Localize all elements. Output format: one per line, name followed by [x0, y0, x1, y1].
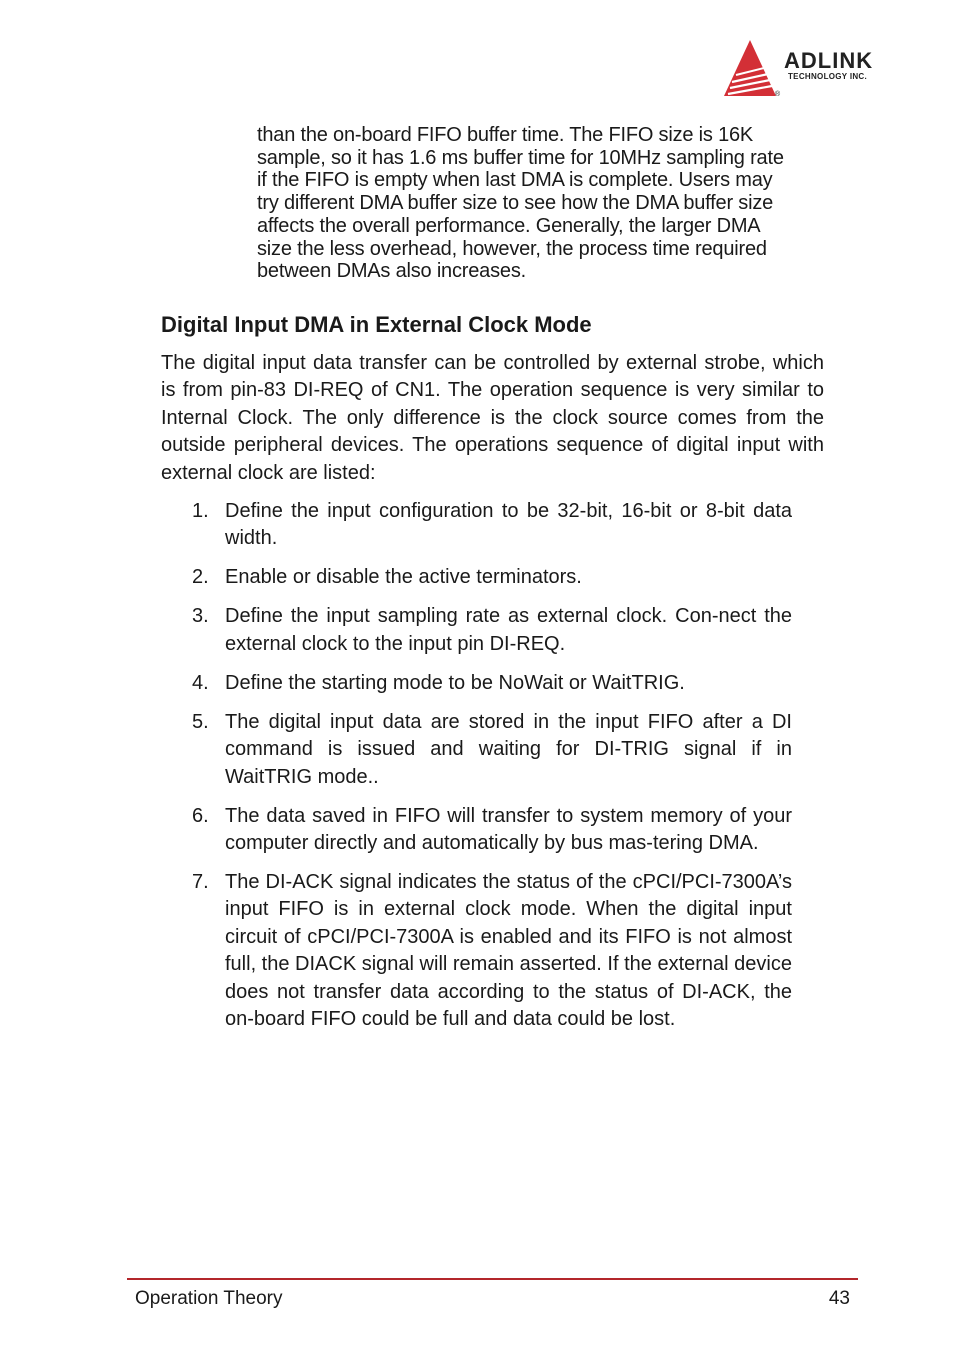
intro-line: than the on-board FIFO buffer time. The FIFO size is 16K: [257, 124, 754, 146]
intro-line: sample, so it has 1.6 ms buffer time for 10MHz sampling rate: [257, 146, 784, 169]
logo-brand-text: ADLINK: [784, 48, 874, 73]
footer-section-name: Operation Theory: [135, 1288, 283, 1309]
intro-line: affects the overall performance. Generally, the larger DMA: [257, 214, 761, 237]
intro-line: between DMAs also increases.: [257, 260, 526, 283]
list-item: [190, 670, 792, 697]
footer-divider: [127, 1278, 858, 1280]
step-number: 4.: [192, 671, 209, 694]
list-item: [190, 803, 792, 858]
step-number: 1.: [192, 500, 209, 522]
list-item: [190, 603, 792, 658]
list-item: [190, 498, 792, 553]
list-item: [190, 869, 792, 1033]
section-heading: Digital Input DMA in External Clock Mode: [161, 312, 592, 337]
step-text: The DI-ACK signal indicates the status of the cPCI/PCI-7300A’s input FIFO is in external clock mode. When the digital input circuit of cPCI/PCI-7300A is enabled and its FIFO is not almost full, the DIACK signal will remain asserted. If the external device does not transfer data according to the status of DI-ACK, the on-board FIFO could be full and data could be lost.: [225, 871, 792, 1031]
step-text: Enable or disable the active terminators.: [225, 566, 582, 589]
step-text: The data saved in FIFO will transfer to system memory of your computer directly and automatically by bus mas-tering DMA.: [225, 804, 792, 855]
adlink-logo: [722, 38, 922, 100]
step-text: Define the input sampling rate as external clock. Con-nect the external clock to the input pin DI-REQ.: [225, 605, 792, 655]
step-number: 2.: [192, 566, 209, 589]
continued-paragraph: [257, 124, 857, 283]
list-item: [190, 709, 792, 791]
intro-line: if the FIFO is empty when last DMA is complete. Users may: [257, 169, 773, 192]
step-number: 5.: [192, 710, 209, 733]
step-number: 6.: [192, 804, 209, 827]
step-text: Define the input configuration to be 32-bit, 16-bit or 8-bit data width.: [225, 500, 792, 550]
step-number: 7.: [192, 871, 209, 894]
step-text: Define the starting mode to be NoWait or WaitTRIG.: [225, 671, 685, 694]
section-paragraph: The digital input data transfer can be controlled by external strobe, which is from pin-83 DI-REQ of CN1. The operation sequence is very similar to Internal Clock. The only difference is the clock source comes from the outside peripheral devices. The operations sequence of digital input with external clock are listed:: [161, 352, 824, 484]
page-number: 43: [828, 1288, 850, 1309]
adlink-triangle-icon: [722, 38, 781, 98]
logo-subtitle-text: TECHNOLOGY INC.: [788, 72, 868, 81]
intro-line: try different DMA buffer size to see how the DMA buffer size: [257, 192, 774, 215]
registered-mark: ®: [775, 91, 781, 98]
steps-list: [190, 498, 792, 1045]
intro-line: size the less overhead, however, the process time required: [257, 237, 767, 260]
step-text: The digital input data are stored in the input FIFO after a DI command is issued and waiting for DI-TRIG signal if in WaitTRIG mode..: [225, 710, 792, 788]
step-number: 3.: [192, 605, 209, 628]
list-item: [190, 564, 792, 591]
